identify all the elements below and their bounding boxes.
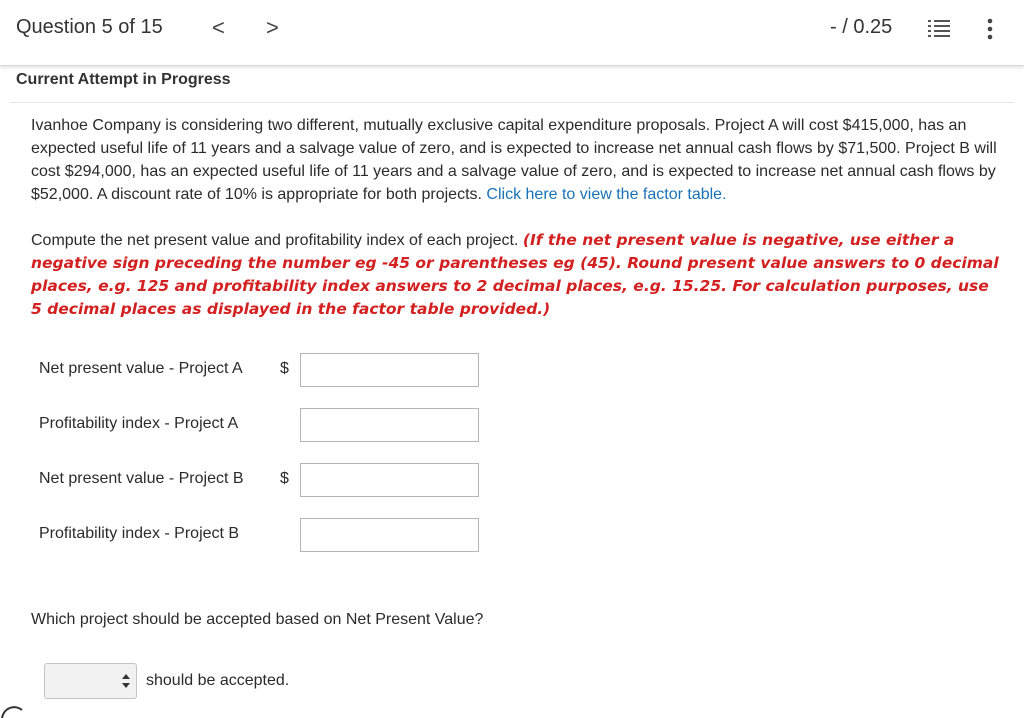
instructions-text: Compute the net present value and profitability index of each project.: [31, 232, 523, 249]
instructions-note: (If the net present value is negative, use either a negative sign preceding the number eg -45 or parentheses eg (45). Round present value answers to 0 decimal places, e.g. 125 and profitability index answers to 2 decimal places, e.g. 15.25. For calculation purposes, use 5 decimal places as displayed in the factor table provided.): [31, 231, 999, 318]
section-divider: [10, 102, 1014, 103]
factor-table-link[interactable]: Click here to view the factor table.: [486, 186, 727, 203]
pi-project-b-input[interactable]: [300, 518, 479, 552]
previous-question-button[interactable]: <: [212, 15, 225, 40]
more-options-icon[interactable]: [980, 16, 1000, 42]
attempt-status-heading: Current Attempt in Progress: [16, 71, 231, 88]
question-counter: Question 5 of 15: [16, 16, 163, 38]
select-arrows-icon: [122, 673, 130, 689]
npv-project-a-label: Net present value - Project A: [39, 360, 243, 377]
pi-project-a-input[interactable]: [300, 408, 479, 442]
problem-statement: [31, 114, 999, 206]
npv-project-a-input[interactable]: [300, 353, 479, 387]
project-select-dropdown[interactable]: [44, 663, 137, 699]
npv-project-b-input[interactable]: [300, 463, 479, 497]
question-list-icon[interactable]: [928, 18, 950, 40]
npv-project-a-unit: $: [280, 360, 289, 377]
partial-corner-icon: [0, 700, 30, 718]
npv-project-b-label: Net present value - Project B: [39, 470, 244, 487]
question-header: [0, 0, 1024, 66]
decision-suffix: should be accepted.: [146, 672, 290, 689]
score-display: - / 0.25: [830, 16, 893, 38]
decision-question: Which project should be accepted based on Net Present Value?: [31, 611, 484, 628]
pi-project-a-label: Profitability index - Project A: [39, 415, 239, 432]
problem-text: Ivanhoe Company is considering two different, mutually exclusive capital expenditure proposals. Project A will cost $415,000, has an expected useful life of 11 years and a salvage value of zero, and is expected to increase net annual cash flows by $71,500. Project B will cost $294,000, has an expected useful life of 11 years and a salvage value of zero, and is expected to increase net annual cash flows by $52,000. A discount rate of 10% is appropriate for both projects.: [31, 117, 997, 203]
npv-project-b-unit: $: [280, 470, 289, 487]
next-question-button[interactable]: >: [266, 15, 279, 40]
pi-project-b-label: Profitability index - Project B: [39, 525, 240, 542]
instructions: [31, 229, 999, 321]
